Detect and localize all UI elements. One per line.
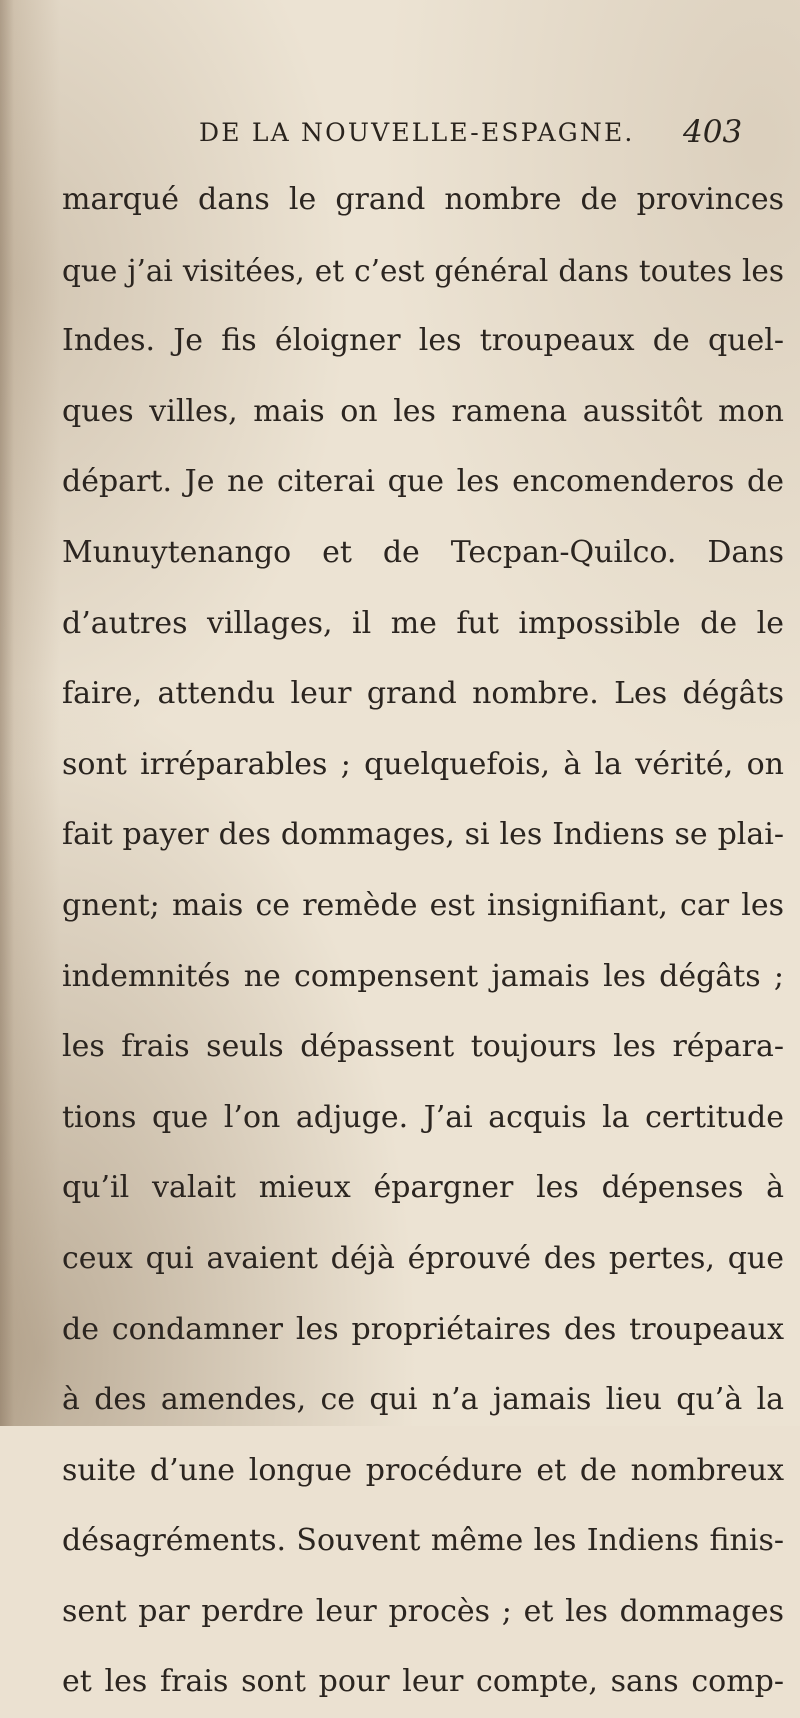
text-line: et les frais sont pour leur compte, sans comp- (62, 1664, 784, 1700)
text-line: ques villes, mais on les ramena aussitôt mon (62, 393, 784, 429)
text-line: désagréments. Souvent même les Indiens finis- (62, 1523, 784, 1559)
text-line: de condamner les propriétaires des troupeaux (62, 1311, 784, 1347)
text-line: à des amendes, ce qui n’a jamais lieu qu’à la (62, 1382, 784, 1418)
text-line: d’autres villages, il me fut impossible de le (62, 605, 784, 641)
text-line: ceux qui avaient déjà éprouvé des pertes, que (62, 1240, 784, 1276)
text-line: qu’il valait mieux épargner les dépenses à (62, 1170, 784, 1206)
text-line: sent par perdre leur procès ; et les dommages (62, 1593, 784, 1629)
text-line: suite d’une longue procédure et de nombreux (62, 1452, 784, 1488)
running-title: DE LA NOUVELLE-ESPAGNE. (199, 118, 635, 147)
running-head (0, 114, 800, 158)
text-line: départ. Je ne citerai que les encomenderos de (62, 464, 784, 500)
text-line: fait payer des dommages, si les Indiens se plai- (62, 817, 784, 853)
text-line: tions que l’on adjuge. J’ai acquis la certitude (62, 1099, 784, 1135)
text-line: gnent; mais ce remède est insignifiant, car les (62, 887, 784, 923)
text-line: Munuytenango et de Tecpan-Quilco. Dans (62, 534, 784, 570)
page-edge-shadow (0, 0, 14, 1426)
text-line: que j’ai visitées, et c’est général dans toutes les (62, 253, 784, 288)
text-line: faire, attendu leur grand nombre. Les dégâts (62, 676, 784, 712)
text-line: marqué dans le grand nombre de provinces (62, 182, 784, 217)
text-line: les frais seuls dépassent toujours les répara- (62, 1029, 784, 1065)
page-number: 403 (683, 114, 743, 150)
body-text (62, 165, 784, 1718)
text-line: Indes. Je fis éloigner les troupeaux de quel- (62, 323, 784, 359)
text-line: indemnités ne compensent jamais les dégâts ; (62, 958, 784, 994)
text-line: sont irréparables ; quelquefois, à la vérité, on (62, 746, 784, 782)
